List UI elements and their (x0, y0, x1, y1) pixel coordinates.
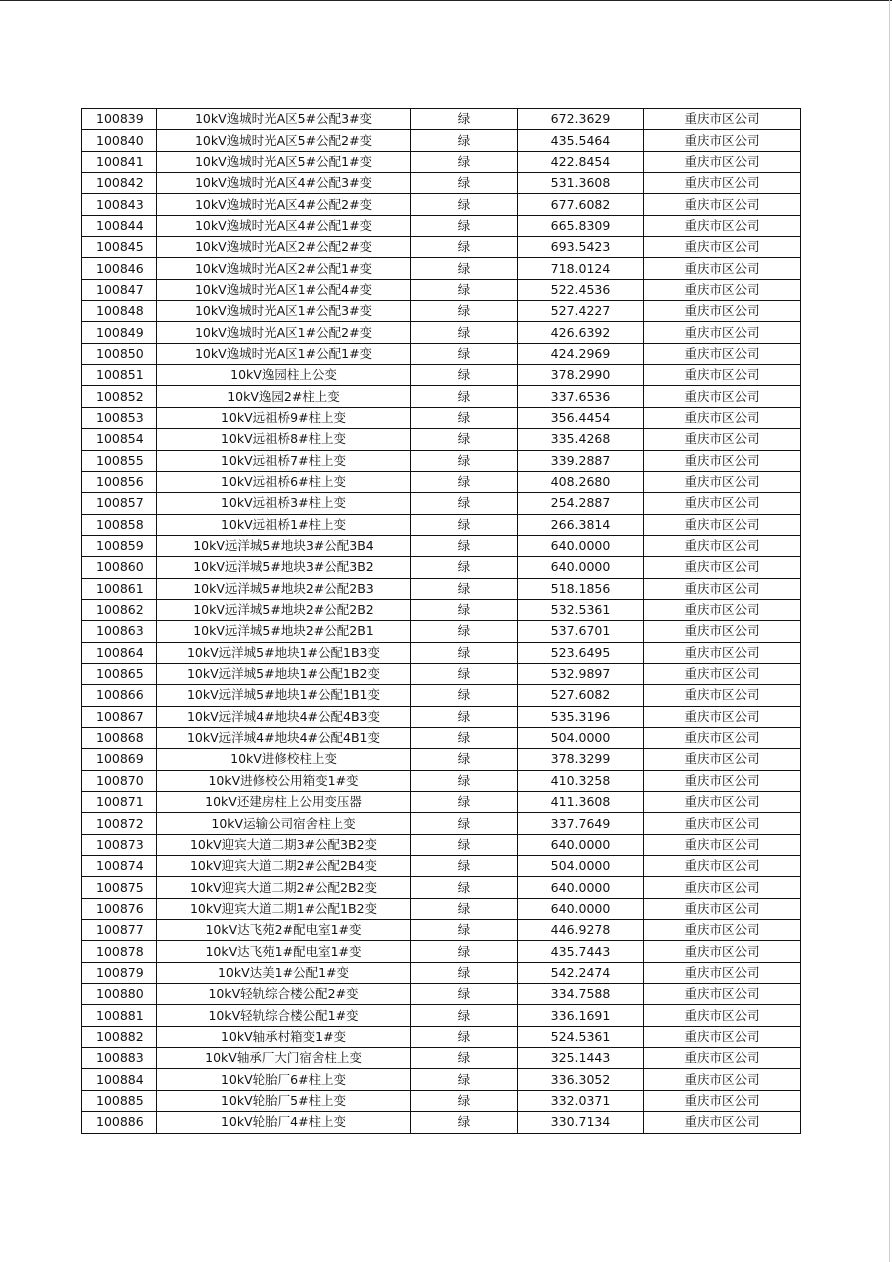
table-row (82, 792, 801, 813)
cell-name: 10kV达飞苑1#配电室1#变 (157, 941, 411, 962)
cell-company: 重庆市区公司 (644, 1090, 801, 1111)
cell-id: 100875 (82, 877, 157, 898)
cell-company: 重庆市区公司 (644, 898, 801, 919)
cell-value: 378.3299 (518, 749, 644, 770)
cell-name: 10kV远祖桥6#柱上变 (157, 471, 411, 492)
cell-value: 336.3052 (518, 1069, 644, 1090)
cell-value: 332.0371 (518, 1090, 644, 1111)
table-row (82, 749, 801, 770)
cell-value: 527.6082 (518, 685, 644, 706)
cell-value: 640.0000 (518, 898, 644, 919)
table-row (82, 535, 801, 556)
cell-color: 绿 (411, 322, 518, 343)
cell-name: 10kV轻轨综合楼公配1#变 (157, 1005, 411, 1026)
cell-color: 绿 (411, 792, 518, 813)
table-row (82, 109, 801, 130)
cell-name: 10kV逸城时光A区1#公配4#变 (157, 279, 411, 300)
cell-name: 10kV轮胎厂4#柱上变 (157, 1112, 411, 1133)
cell-company: 重庆市区公司 (644, 365, 801, 386)
cell-value: 337.7649 (518, 813, 644, 834)
cell-id: 100840 (82, 130, 157, 151)
page-right-edge (889, 0, 890, 1262)
cell-company: 重庆市区公司 (644, 962, 801, 983)
cell-color: 绿 (411, 856, 518, 877)
cell-company: 重庆市区公司 (644, 237, 801, 258)
transformer-data-table (81, 108, 801, 1134)
cell-value: 254.2887 (518, 493, 644, 514)
cell-value: 339.2887 (518, 450, 644, 471)
table-row (82, 984, 801, 1005)
cell-id: 100863 (82, 621, 157, 642)
cell-name: 10kV逸城时光A区1#公配2#变 (157, 322, 411, 343)
cell-id: 100847 (82, 279, 157, 300)
cell-color: 绿 (411, 813, 518, 834)
cell-company: 重庆市区公司 (644, 151, 801, 172)
cell-company: 重庆市区公司 (644, 279, 801, 300)
cell-name: 10kV远洋城5#地块1#公配1B3变 (157, 642, 411, 663)
cell-id: 100848 (82, 301, 157, 322)
cell-value: 522.4536 (518, 279, 644, 300)
cell-color: 绿 (411, 343, 518, 364)
cell-color: 绿 (411, 749, 518, 770)
cell-company: 重庆市区公司 (644, 194, 801, 215)
cell-company: 重庆市区公司 (644, 322, 801, 343)
cell-value: 435.7443 (518, 941, 644, 962)
table-row (82, 663, 801, 684)
table-row (82, 621, 801, 642)
cell-name: 10kV轮胎厂5#柱上变 (157, 1090, 411, 1111)
cell-name: 10kV远洋城4#地块4#公配4B1变 (157, 727, 411, 748)
cell-name: 10kV达飞苑2#配电室1#变 (157, 920, 411, 941)
cell-id: 100871 (82, 792, 157, 813)
cell-company: 重庆市区公司 (644, 343, 801, 364)
cell-name: 10kV轴承村箱变1#变 (157, 1026, 411, 1047)
cell-name: 10kV远祖桥8#柱上变 (157, 429, 411, 450)
cell-value: 640.0000 (518, 557, 644, 578)
cell-color: 绿 (411, 599, 518, 620)
cell-value: 524.5361 (518, 1026, 644, 1047)
cell-company: 重庆市区公司 (644, 215, 801, 236)
cell-value: 435.5464 (518, 130, 644, 151)
table-row (82, 215, 801, 236)
cell-company: 重庆市区公司 (644, 920, 801, 941)
cell-company: 重庆市区公司 (644, 706, 801, 727)
cell-name: 10kV远洋城5#地块3#公配3B2 (157, 557, 411, 578)
cell-value: 424.2969 (518, 343, 644, 364)
table-row (82, 941, 801, 962)
cell-value: 718.0124 (518, 258, 644, 279)
cell-company: 重庆市区公司 (644, 1048, 801, 1069)
cell-color: 绿 (411, 151, 518, 172)
cell-name: 10kV远洋城5#地块1#公配1B1变 (157, 685, 411, 706)
cell-company: 重庆市区公司 (644, 1112, 801, 1133)
cell-company: 重庆市区公司 (644, 1026, 801, 1047)
cell-color: 绿 (411, 1090, 518, 1111)
cell-id: 100881 (82, 1005, 157, 1026)
cell-company: 重庆市区公司 (644, 557, 801, 578)
cell-id: 100884 (82, 1069, 157, 1090)
cell-color: 绿 (411, 1026, 518, 1047)
cell-name: 10kV逸城时光A区1#公配1#变 (157, 343, 411, 364)
table-row (82, 322, 801, 343)
cell-company: 重庆市区公司 (644, 792, 801, 813)
cell-name: 10kV逸园柱上公变 (157, 365, 411, 386)
table-row (82, 365, 801, 386)
cell-company: 重庆市区公司 (644, 813, 801, 834)
cell-color: 绿 (411, 920, 518, 941)
cell-color: 绿 (411, 621, 518, 642)
cell-value: 337.6536 (518, 386, 644, 407)
cell-id: 100879 (82, 962, 157, 983)
cell-name: 10kV迎宾大道二期1#公配1B2变 (157, 898, 411, 919)
table-row (82, 1026, 801, 1047)
cell-id: 100858 (82, 514, 157, 535)
table-row (82, 514, 801, 535)
table-row (82, 194, 801, 215)
cell-name: 10kV逸城时光A区5#公配1#变 (157, 151, 411, 172)
cell-name: 10kV逸城时光A区2#公配1#变 (157, 258, 411, 279)
table-body (82, 109, 801, 1134)
cell-id: 100882 (82, 1026, 157, 1047)
table-row (82, 471, 801, 492)
cell-name: 10kV远祖桥3#柱上变 (157, 493, 411, 514)
cell-id: 100853 (82, 407, 157, 428)
cell-color: 绿 (411, 130, 518, 151)
cell-name: 10kV逸城时光A区5#公配3#变 (157, 109, 411, 130)
cell-company: 重庆市区公司 (644, 130, 801, 151)
cell-company: 重庆市区公司 (644, 984, 801, 1005)
cell-id: 100874 (82, 856, 157, 877)
cell-color: 绿 (411, 194, 518, 215)
cell-name: 10kV远祖桥7#柱上变 (157, 450, 411, 471)
table-row (82, 279, 801, 300)
cell-color: 绿 (411, 1112, 518, 1133)
cell-color: 绿 (411, 877, 518, 898)
table-row (82, 856, 801, 877)
cell-color: 绿 (411, 450, 518, 471)
cell-company: 重庆市区公司 (644, 727, 801, 748)
cell-value: 356.4454 (518, 407, 644, 428)
cell-color: 绿 (411, 834, 518, 855)
cell-color: 绿 (411, 279, 518, 300)
cell-id: 100861 (82, 578, 157, 599)
table-row (82, 834, 801, 855)
cell-id: 100880 (82, 984, 157, 1005)
table-row (82, 642, 801, 663)
cell-name: 10kV逸城时光A区1#公配3#变 (157, 301, 411, 322)
table-row (82, 173, 801, 194)
cell-company: 重庆市区公司 (644, 856, 801, 877)
cell-id: 100856 (82, 471, 157, 492)
table-row (82, 343, 801, 364)
cell-company: 重庆市区公司 (644, 834, 801, 855)
cell-company: 重庆市区公司 (644, 407, 801, 428)
cell-value: 408.2680 (518, 471, 644, 492)
cell-id: 100852 (82, 386, 157, 407)
table-row (82, 407, 801, 428)
table-row (82, 813, 801, 834)
table-row (82, 237, 801, 258)
cell-value: 336.1691 (518, 1005, 644, 1026)
cell-name: 10kV运输公司宿舍柱上变 (157, 813, 411, 834)
cell-id: 100844 (82, 215, 157, 236)
cell-company: 重庆市区公司 (644, 386, 801, 407)
cell-color: 绿 (411, 514, 518, 535)
cell-id: 100854 (82, 429, 157, 450)
cell-company: 重庆市区公司 (644, 1069, 801, 1090)
cell-company: 重庆市区公司 (644, 450, 801, 471)
cell-id: 100843 (82, 194, 157, 215)
cell-color: 绿 (411, 258, 518, 279)
table-row (82, 429, 801, 450)
cell-color: 绿 (411, 770, 518, 791)
cell-value: 378.2990 (518, 365, 644, 386)
cell-color: 绿 (411, 578, 518, 599)
cell-id: 100839 (82, 109, 157, 130)
cell-name: 10kV达美1#公配1#变 (157, 962, 411, 983)
cell-id: 100872 (82, 813, 157, 834)
cell-company: 重庆市区公司 (644, 941, 801, 962)
table-row (82, 1069, 801, 1090)
cell-color: 绿 (411, 663, 518, 684)
cell-id: 100867 (82, 706, 157, 727)
cell-id: 100878 (82, 941, 157, 962)
cell-company: 重庆市区公司 (644, 514, 801, 535)
cell-id: 100876 (82, 898, 157, 919)
cell-id: 100868 (82, 727, 157, 748)
cell-name: 10kV轮胎厂6#柱上变 (157, 1069, 411, 1090)
cell-value: 426.6392 (518, 322, 644, 343)
cell-company: 重庆市区公司 (644, 429, 801, 450)
table-row (82, 706, 801, 727)
cell-id: 100857 (82, 493, 157, 514)
cell-name: 10kV逸城时光A区5#公配2#变 (157, 130, 411, 151)
cell-value: 640.0000 (518, 834, 644, 855)
cell-company: 重庆市区公司 (644, 621, 801, 642)
cell-value: 410.3258 (518, 770, 644, 791)
cell-value: 640.0000 (518, 877, 644, 898)
cell-color: 绿 (411, 984, 518, 1005)
table-row (82, 450, 801, 471)
cell-color: 绿 (411, 941, 518, 962)
cell-value: 335.4268 (518, 429, 644, 450)
cell-company: 重庆市区公司 (644, 599, 801, 620)
cell-id: 100885 (82, 1090, 157, 1111)
page-top-border (0, 0, 892, 1)
cell-color: 绿 (411, 173, 518, 194)
table-row (82, 301, 801, 322)
cell-company: 重庆市区公司 (644, 301, 801, 322)
table-row (82, 685, 801, 706)
cell-id: 100886 (82, 1112, 157, 1133)
cell-name: 10kV远洋城5#地块2#公配2B1 (157, 621, 411, 642)
cell-color: 绿 (411, 386, 518, 407)
cell-name: 10kV逸城时光A区4#公配3#变 (157, 173, 411, 194)
table-row (82, 599, 801, 620)
cell-name: 10kV远祖桥9#柱上变 (157, 407, 411, 428)
table-row (82, 877, 801, 898)
cell-value: 422.8454 (518, 151, 644, 172)
cell-value: 677.6082 (518, 194, 644, 215)
cell-color: 绿 (411, 365, 518, 386)
cell-color: 绿 (411, 685, 518, 706)
cell-company: 重庆市区公司 (644, 749, 801, 770)
cell-name: 10kV远洋城5#地块2#公配2B3 (157, 578, 411, 599)
cell-company: 重庆市区公司 (644, 685, 801, 706)
cell-company: 重庆市区公司 (644, 642, 801, 663)
cell-id: 100859 (82, 535, 157, 556)
cell-id: 100851 (82, 365, 157, 386)
cell-value: 523.6495 (518, 642, 644, 663)
cell-color: 绿 (411, 557, 518, 578)
cell-value: 542.2474 (518, 962, 644, 983)
cell-color: 绿 (411, 109, 518, 130)
cell-name: 10kV迎宾大道二期2#公配2B2变 (157, 877, 411, 898)
cell-name: 10kV逸园2#柱上变 (157, 386, 411, 407)
cell-company: 重庆市区公司 (644, 173, 801, 194)
cell-color: 绿 (411, 471, 518, 492)
table-row (82, 258, 801, 279)
cell-name: 10kV迎宾大道二期3#公配3B2变 (157, 834, 411, 855)
cell-id: 100870 (82, 770, 157, 791)
cell-name: 10kV远洋城5#地块1#公配1B2变 (157, 663, 411, 684)
table-row (82, 1005, 801, 1026)
cell-color: 绿 (411, 727, 518, 748)
table-row (82, 493, 801, 514)
cell-id: 100862 (82, 599, 157, 620)
cell-value: 537.6701 (518, 621, 644, 642)
table-row (82, 557, 801, 578)
table-row (82, 1048, 801, 1069)
table-row (82, 151, 801, 172)
table-row (82, 1090, 801, 1111)
cell-name: 10kV轻轨综合楼公配2#变 (157, 984, 411, 1005)
cell-value: 693.5423 (518, 237, 644, 258)
cell-company: 重庆市区公司 (644, 663, 801, 684)
cell-value: 527.4227 (518, 301, 644, 322)
cell-id: 100865 (82, 663, 157, 684)
cell-company: 重庆市区公司 (644, 493, 801, 514)
cell-name: 10kV轴承厂大门宿舍柱上变 (157, 1048, 411, 1069)
cell-value: 531.3608 (518, 173, 644, 194)
cell-color: 绿 (411, 898, 518, 919)
table-row (82, 130, 801, 151)
cell-company: 重庆市区公司 (644, 578, 801, 599)
cell-color: 绿 (411, 301, 518, 322)
cell-value: 665.8309 (518, 215, 644, 236)
cell-color: 绿 (411, 1048, 518, 1069)
cell-value: 325.1443 (518, 1048, 644, 1069)
cell-color: 绿 (411, 1005, 518, 1026)
cell-name: 10kV逸城时光A区4#公配2#变 (157, 194, 411, 215)
cell-color: 绿 (411, 1069, 518, 1090)
cell-company: 重庆市区公司 (644, 770, 801, 791)
cell-color: 绿 (411, 215, 518, 236)
cell-name: 10kV远洋城5#地块2#公配2B2 (157, 599, 411, 620)
cell-value: 532.9897 (518, 663, 644, 684)
cell-color: 绿 (411, 493, 518, 514)
cell-value: 334.7588 (518, 984, 644, 1005)
table-row (82, 770, 801, 791)
cell-color: 绿 (411, 962, 518, 983)
cell-company: 重庆市区公司 (644, 109, 801, 130)
cell-name: 10kV进修校公用箱变1#变 (157, 770, 411, 791)
table-row (82, 1112, 801, 1133)
cell-name: 10kV逸城时光A区4#公配1#变 (157, 215, 411, 236)
cell-id: 100866 (82, 685, 157, 706)
cell-color: 绿 (411, 706, 518, 727)
cell-value: 504.0000 (518, 856, 644, 877)
cell-id: 100842 (82, 173, 157, 194)
cell-name: 10kV迎宾大道二期2#公配2B4变 (157, 856, 411, 877)
table-row (82, 578, 801, 599)
cell-color: 绿 (411, 429, 518, 450)
cell-id: 100869 (82, 749, 157, 770)
cell-value: 532.5361 (518, 599, 644, 620)
cell-value: 446.9278 (518, 920, 644, 941)
table-row (82, 920, 801, 941)
cell-value: 518.1856 (518, 578, 644, 599)
cell-id: 100841 (82, 151, 157, 172)
cell-color: 绿 (411, 237, 518, 258)
cell-id: 100850 (82, 343, 157, 364)
cell-name: 10kV还建房柱上公用变压器 (157, 792, 411, 813)
cell-id: 100864 (82, 642, 157, 663)
table-row (82, 898, 801, 919)
cell-company: 重庆市区公司 (644, 258, 801, 279)
cell-company: 重庆市区公司 (644, 1005, 801, 1026)
cell-color: 绿 (411, 407, 518, 428)
cell-value: 330.7134 (518, 1112, 644, 1133)
cell-company: 重庆市区公司 (644, 535, 801, 556)
cell-id: 100860 (82, 557, 157, 578)
cell-name: 10kV远祖桥1#柱上变 (157, 514, 411, 535)
cell-value: 672.3629 (518, 109, 644, 130)
cell-id: 100846 (82, 258, 157, 279)
cell-company: 重庆市区公司 (644, 877, 801, 898)
cell-name: 10kV进修校柱上变 (157, 749, 411, 770)
cell-company: 重庆市区公司 (644, 471, 801, 492)
cell-id: 100845 (82, 237, 157, 258)
cell-color: 绿 (411, 535, 518, 556)
cell-value: 535.3196 (518, 706, 644, 727)
cell-value: 266.3814 (518, 514, 644, 535)
cell-id: 100877 (82, 920, 157, 941)
cell-value: 411.3608 (518, 792, 644, 813)
cell-name: 10kV远洋城4#地块4#公配4B3变 (157, 706, 411, 727)
table-row (82, 962, 801, 983)
table-row (82, 386, 801, 407)
cell-color: 绿 (411, 642, 518, 663)
cell-id: 100873 (82, 834, 157, 855)
cell-name: 10kV远洋城5#地块3#公配3B4 (157, 535, 411, 556)
cell-value: 640.0000 (518, 535, 644, 556)
cell-id: 100849 (82, 322, 157, 343)
cell-id: 100883 (82, 1048, 157, 1069)
cell-name: 10kV逸城时光A区2#公配2#变 (157, 237, 411, 258)
cell-id: 100855 (82, 450, 157, 471)
cell-value: 504.0000 (518, 727, 644, 748)
table-row (82, 727, 801, 748)
